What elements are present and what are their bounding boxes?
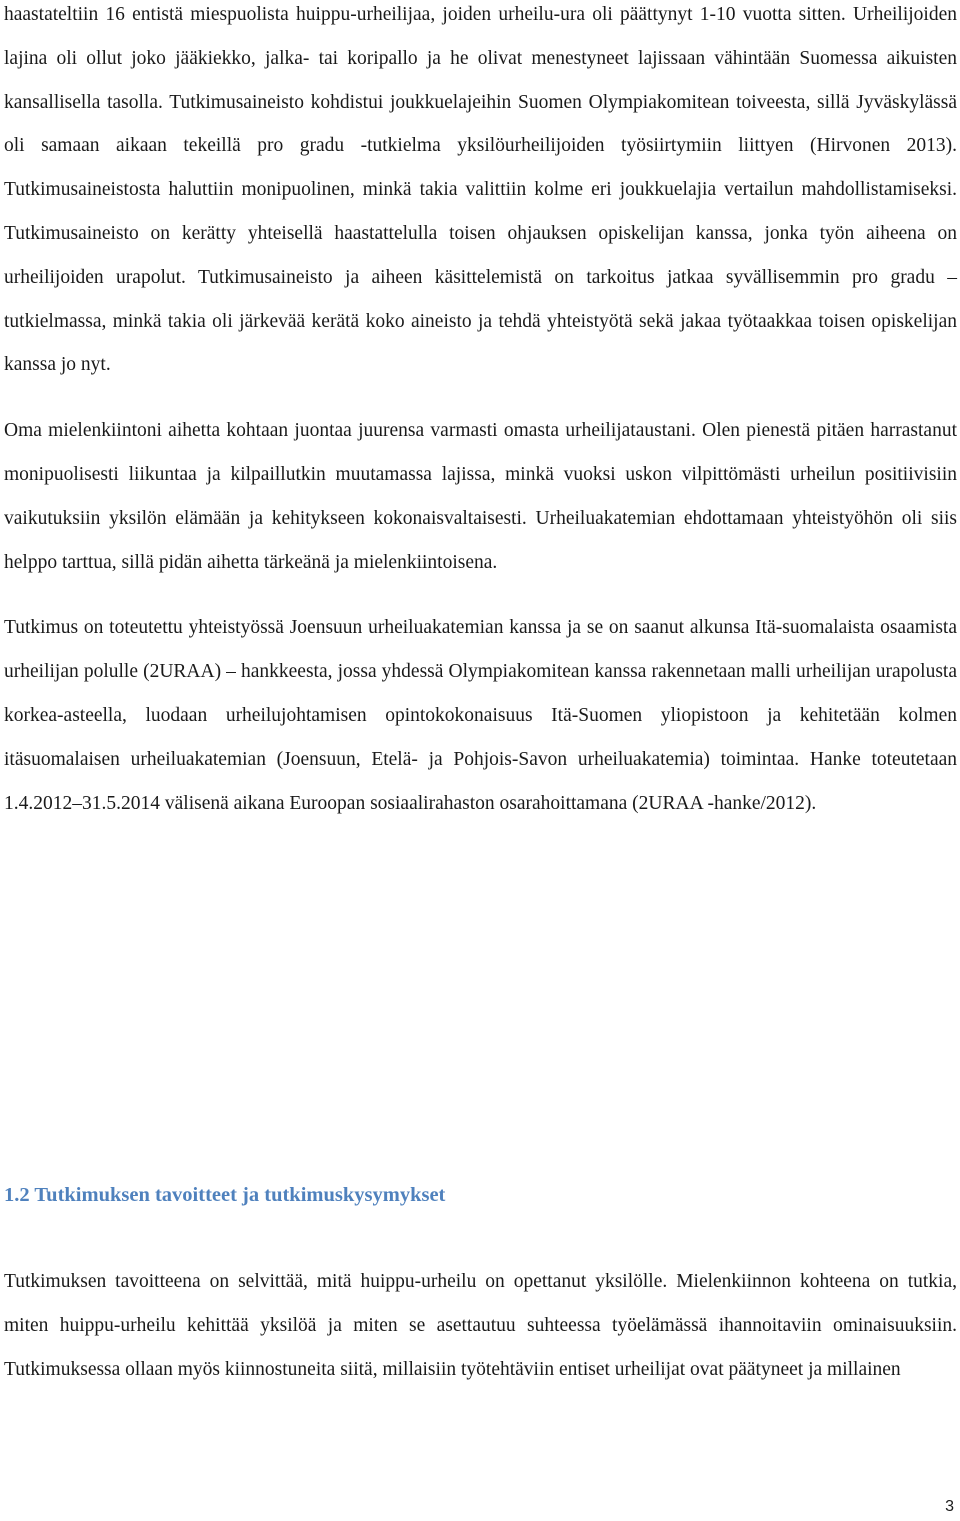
page-number: 3 bbox=[945, 1498, 954, 1515]
document-page bbox=[4, 0, 957, 1380]
body-paragraph: Tutkimus on toteutettu yhteistyössä Joensuun urheiluakatemian kanssa ja se on saanut alkunsa Itä-suomalaista osaamista urheilijan polulle (2URAA) – hankkeesta, jossa yhdessä Olympiakomitean kanssa rakennetaan malli urheilijan urapolusta korkea-asteella, luodaan urheilujohtamisen opintokokonaisuus Itä-Suomen yliopistoon ja kehitetään kolmen itäsuomalaisen urheiluakatemian (Joensuun, Etelä- ja Pohjois-Savon urheiluakatemia) toimintaa. Hanke toteutetaan 1.4.2012–31.5.2014 välisenä aikana Euroopan sosiaalirahaston osarahoittamana (2URAA -hanke/2012). bbox=[4, 617, 957, 814]
body-paragraph: Tutkimuksen tavoitteena on selvittää, mitä huippu-urheilu on opettanut yksilölle. Mielenkiinnon kohteena on tutkia, miten huippu-urheilu kehittää yksilöä ja miten se asettautuu suhteessa työelämässä ihannoitaviin ominaisuuksiin. Tutkimuksessa ollaan myös kiinnostuneita siitä, millaisiin työtehtäviin entiset urheilijat ovat päätyneet ja millainen bbox=[4, 1271, 957, 1380]
section-heading: 1.2 Tutkimuksen tavoitteet ja tutkimuskysymykset bbox=[4, 1184, 446, 1206]
body-paragraph: haastateltiin 16 entistä miespuolista huippu-urheilijaa, joiden urheilu-ura oli päättynyt 1-10 vuotta sitten. Urheilijoiden lajina oli ollut joko jääkiekko, jalka- tai koripallo ja he olivat menestyneet lajissaan vähintään Suomessa aikuisten kansallisella tasolla. Tutkimusaineisto kohdistui joukkuelajeihin Suomen Olympiakomitean toiveesta, sillä Jyväskylässä oli samaan aikaan tekeillä pro gradu -tutkielma yksilöurheilijoiden työsiirtymiin liittyen (Hirvonen 2013). Tutkimusaineistosta haluttiin monipuolinen, minkä takia valittiin kolme eri joukkuelajia vertailun mahdollistamiseksi. Tutkimusaineisto on kerätty yhteisellä haastattelulla toisen ohjauksen opiskelijan kanssa, jonka työn aiheena on urheilijoiden urapolut. Tutkimusaineisto ja aiheen käsittelemistä on tarkoitus jatkaa syvällisemmin pro gradu – tutkielmassa, minkä takia oli järkevää kerätä koko aineisto ja tehdä yhteistyötä sekä jakaa työtaakkaa toisen opiskelijan kanssa jo nyt. bbox=[4, 4, 957, 376]
body-paragraph: Oma mielenkiintoni aihetta kohtaan juontaa juurensa varmasti omasta urheilijataustani. Olen pienestä pitäen harrastanut monipuolisesti liikuntaa ja kilpaillutkin muutamassa lajissa, minkä vuoksi uskon vilpittömästi urheilun positiivisiin vaikutuksiin yksilön elämään ja kehitykseen kokonaisvaltaisesti. Urheiluakatemian ehdottamaan yhteistyöhön oli siis helppo tarttua, sillä pidän aihetta tärkeänä ja mielenkiintoisena. bbox=[4, 420, 957, 573]
